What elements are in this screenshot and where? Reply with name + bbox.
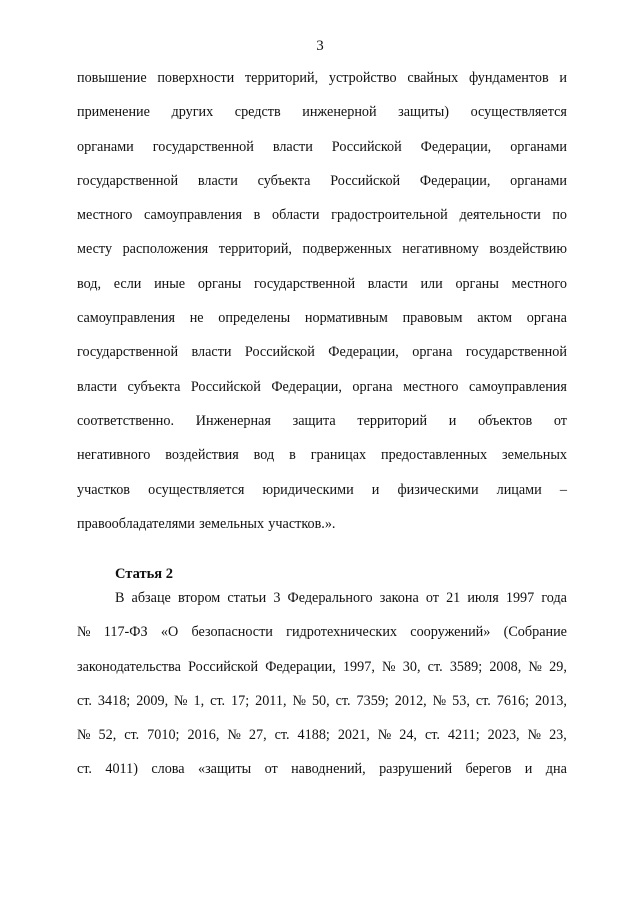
word: (Собрание <box>503 624 567 641</box>
word: разрушений <box>379 761 453 778</box>
word: от <box>553 412 567 429</box>
text-line <box>77 447 567 481</box>
word: 2013, <box>535 692 567 709</box>
word: Российской <box>190 378 261 395</box>
word: средств <box>234 104 281 121</box>
word: и <box>524 761 533 778</box>
text-line <box>77 207 567 241</box>
word: гидротехнических <box>286 624 398 641</box>
word: правовым <box>402 310 463 327</box>
word: 1, <box>193 692 205 709</box>
word: органами <box>510 172 567 189</box>
word: субъекта <box>257 172 311 189</box>
word: «защиты <box>197 761 252 778</box>
word: 4011) <box>105 761 138 778</box>
word: нормативным <box>304 310 388 327</box>
word: слова <box>151 761 185 778</box>
word: негативного <box>77 447 151 464</box>
word: 24, <box>399 727 417 744</box>
word: 117-ФЗ <box>103 624 148 641</box>
word: 52, <box>98 727 117 744</box>
word: юридическими <box>262 481 354 498</box>
text-line <box>77 659 567 693</box>
word: в <box>289 447 296 464</box>
word: государственной <box>77 172 179 189</box>
word: № <box>174 692 188 709</box>
word: 23, <box>549 727 567 744</box>
word: государственной <box>152 138 254 155</box>
article-heading: Статья 2 <box>115 566 173 582</box>
word: закона <box>379 590 419 606</box>
word: 2009, <box>136 692 169 709</box>
word: объектов <box>478 412 533 429</box>
word: 2011, <box>255 692 287 709</box>
word: Инженерная <box>195 412 271 429</box>
word: наводнений, <box>291 761 366 778</box>
word: – <box>559 481 567 498</box>
word: государственной <box>77 344 179 361</box>
word: № <box>528 658 542 675</box>
word: «О <box>160 624 179 641</box>
word: 4211; <box>447 727 480 744</box>
word: лицами <box>496 481 542 498</box>
word: 2021, <box>337 727 370 744</box>
word: № <box>432 692 447 709</box>
word: участков.». <box>268 515 336 532</box>
word: устройство <box>328 70 397 86</box>
word: власти <box>191 344 232 361</box>
word: органами <box>510 138 567 155</box>
word: органа <box>352 378 393 395</box>
word: № <box>382 658 396 675</box>
word: деятельности <box>459 207 541 224</box>
word: В <box>115 590 125 606</box>
word: 50, <box>311 692 330 709</box>
word: фундаментов <box>468 70 549 86</box>
text-line <box>77 139 567 173</box>
word: 29, <box>549 658 567 675</box>
word: свайных <box>407 70 459 86</box>
word: органа <box>526 310 567 327</box>
word: власти <box>197 172 238 189</box>
word: правообладателями <box>77 515 195 532</box>
word: органами <box>77 138 134 155</box>
word: границах <box>310 447 367 464</box>
paragraph-article-2 <box>77 590 567 796</box>
word: абзаце <box>131 590 171 606</box>
word: осуществляется <box>470 104 567 121</box>
text-line <box>77 173 567 207</box>
word: или <box>420 275 443 292</box>
word: применение <box>77 104 150 121</box>
page-number: 3 <box>316 38 324 54</box>
word: актом <box>477 310 513 327</box>
word: ст. <box>427 658 443 675</box>
word: Федерации, <box>271 378 342 395</box>
word: власти <box>272 138 313 155</box>
word: земельных <box>502 447 567 464</box>
word: осуществляется <box>148 481 245 498</box>
word: № <box>377 727 392 744</box>
word: 1997 <box>505 590 535 606</box>
word: определены <box>218 310 291 327</box>
word: физическими <box>397 481 479 498</box>
word: территорий, <box>244 70 319 86</box>
word: 4188; <box>297 727 330 744</box>
word: если <box>113 275 142 292</box>
word: других <box>171 104 214 121</box>
word: территорий, <box>218 241 292 258</box>
word: 7010; <box>147 727 180 744</box>
word: 7616; <box>496 692 530 709</box>
word: № <box>527 727 542 744</box>
word: сооружений» <box>410 624 491 641</box>
word: ст. <box>274 727 290 744</box>
word: ст. <box>424 727 440 744</box>
word: местного <box>77 207 133 224</box>
text-line <box>77 693 567 727</box>
text-line <box>77 276 567 310</box>
word: Российской <box>188 658 259 675</box>
text-line <box>77 104 567 138</box>
paragraph-continuation <box>77 70 567 550</box>
word: защита <box>292 412 336 429</box>
text-line <box>77 727 567 761</box>
word: № <box>227 727 241 744</box>
word: 7359; <box>356 692 389 709</box>
word: власти <box>367 275 408 292</box>
word: негативному <box>402 241 479 258</box>
word: расположения <box>122 241 209 258</box>
word: ст. <box>77 761 92 778</box>
word: Российской <box>244 344 315 361</box>
word: № <box>77 624 91 641</box>
word: Федерации, <box>419 172 491 189</box>
word: статьи <box>227 590 267 606</box>
word: местного <box>511 275 567 292</box>
word: втором <box>177 590 221 606</box>
word: воздействия <box>165 447 239 464</box>
word: Федерации, <box>265 658 336 675</box>
word: в <box>253 207 261 224</box>
word: Федерального <box>287 590 373 606</box>
word: государственной <box>253 275 356 292</box>
text-line <box>77 624 567 658</box>
word: ст. <box>124 727 140 744</box>
word: земельных <box>199 515 265 532</box>
word: 53, <box>452 692 470 709</box>
word: ст. <box>210 692 226 709</box>
word: субъекта <box>127 378 181 395</box>
word: от <box>264 761 278 778</box>
text-line <box>77 413 567 447</box>
word: самоуправления <box>77 310 175 327</box>
text-line <box>77 379 567 413</box>
word: 3418; <box>97 692 131 709</box>
text-line <box>77 310 567 344</box>
word: поверхности <box>157 70 235 86</box>
word: берегов <box>465 761 512 778</box>
word: повышение <box>77 70 147 86</box>
word: воздействию <box>489 241 567 258</box>
word: подверженных <box>302 241 392 258</box>
word: Федерации, <box>420 138 492 155</box>
text-line <box>77 590 567 624</box>
word: органы <box>455 275 499 292</box>
word: власти <box>77 378 117 395</box>
text-line <box>77 70 567 104</box>
word: участков <box>77 481 130 498</box>
word: соответственно. <box>77 412 175 429</box>
word: самоуправления <box>144 207 243 224</box>
word: 3589; <box>449 658 483 675</box>
word: не <box>189 310 204 327</box>
text-line <box>77 241 567 275</box>
word: № <box>77 727 91 744</box>
word: и <box>559 70 567 86</box>
word: Российской <box>331 138 402 155</box>
word: Федерации, <box>328 344 399 361</box>
word: 2023, <box>487 727 520 744</box>
text-line <box>77 761 567 795</box>
word: июля <box>467 590 499 606</box>
word: территорий <box>357 412 428 429</box>
word: 1997, <box>342 658 375 675</box>
word: по <box>552 207 567 224</box>
word: 27, <box>248 727 267 744</box>
word: ст. <box>475 692 491 709</box>
word: 3 <box>273 590 281 606</box>
word: органы <box>197 275 242 292</box>
word: и <box>448 412 457 429</box>
word: № <box>292 692 306 709</box>
word: Российской <box>330 172 401 189</box>
word: 2016, <box>187 727 220 744</box>
word: законодательства <box>77 658 181 675</box>
word: 17; <box>231 692 250 709</box>
word: государственной <box>465 344 567 361</box>
text-line <box>77 516 567 550</box>
word: 2008, <box>489 658 522 675</box>
word: местного <box>403 378 459 395</box>
word: предоставленных <box>381 447 488 464</box>
word: защиты) <box>398 104 450 121</box>
word: года <box>541 590 567 606</box>
word: градостроительной <box>331 207 448 224</box>
word: органа <box>412 344 453 361</box>
word: области <box>272 207 320 224</box>
word: самоуправления <box>468 378 567 395</box>
word: вод, <box>77 275 102 292</box>
word: безопасности <box>191 624 273 641</box>
word: и <box>371 481 380 498</box>
word: ст. <box>77 692 92 709</box>
word: дна <box>545 761 567 778</box>
word: инженерной <box>302 104 377 121</box>
word: месту <box>77 241 113 258</box>
text-line <box>77 482 567 516</box>
word: 21 <box>446 590 461 606</box>
word: ст. <box>335 692 351 709</box>
word: 30, <box>402 658 421 675</box>
text-line <box>77 344 567 378</box>
word: вод <box>253 447 275 464</box>
word: иные <box>154 275 186 292</box>
word: от <box>425 590 439 606</box>
word: 2012, <box>394 692 427 709</box>
